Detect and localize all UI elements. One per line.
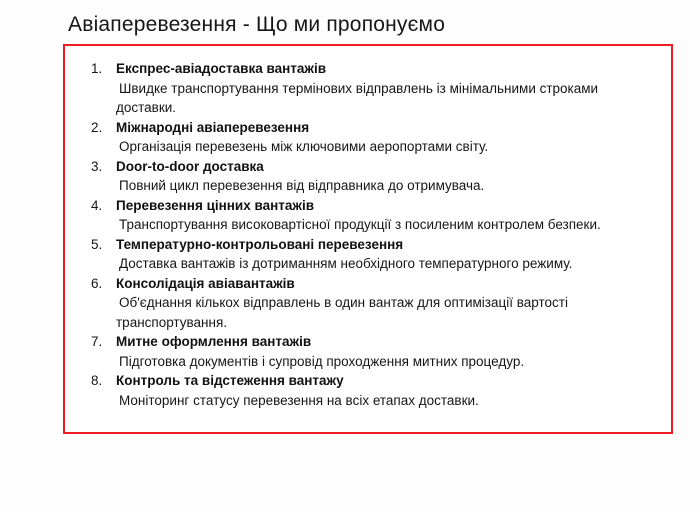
list-item-title: Перевезення цінних вантажів [116, 197, 315, 213]
list-item-body [116, 274, 661, 333]
list-item-body [116, 59, 661, 118]
list-item [91, 157, 661, 196]
list-item-body [116, 332, 661, 371]
list-item-body [116, 157, 661, 196]
list-item-number: 6. [91, 275, 103, 291]
list-item-description: Повний цикл перевезення від відправника до отримувача. [119, 178, 485, 193]
list-item-title: Митне оформлення вантажів [116, 334, 312, 349]
list-item-number: 7. [91, 334, 103, 349]
offer-box [63, 44, 673, 434]
list-item-description: Швидке транспортування термінових відправлень із мінімальними строками доставки. [116, 80, 599, 115]
list-item-title: Door-to-door доставка [116, 158, 264, 174]
list-item [91, 118, 661, 157]
list-item-description: Доставка вантажів із дотриманням необхідного температурного режиму. [119, 256, 573, 271]
list-item [91, 235, 661, 274]
list-item-description: Організація перевезень між ключовими аеропортами світу. [119, 139, 489, 154]
list-item-title: Експрес-авіадоставка вантажів [116, 61, 326, 76]
page-title: Авіаперевезення - Що ми пропонуємо [68, 13, 446, 36]
list-item [91, 59, 661, 118]
list-item [91, 332, 661, 371]
list-item [91, 274, 661, 333]
list-item-body [116, 235, 661, 274]
list-item-body [116, 371, 661, 410]
list-item-description: Моніторинг статусу перевезення на всіх етапах доставки. [119, 392, 479, 408]
list-item-number: 4. [91, 197, 103, 213]
list-item-number: 5. [91, 236, 103, 252]
list-item-title: Міжнародні авіаперевезення [116, 119, 310, 135]
list-item-description: Підготовка документів і супровід проходження митних процедур. [119, 353, 525, 369]
list-item-number: 2. [91, 119, 103, 135]
list-item-title: Температурно-контрольовані перевезення [116, 236, 404, 252]
list-item [91, 371, 661, 410]
list-item-title: Контроль та відстеження вантажу [116, 373, 344, 388]
list-item-number: 3. [91, 158, 103, 174]
list-item-body [116, 196, 661, 235]
list-item-number: 1. [91, 61, 103, 76]
list-item-title: Консолідація авіавантажів [116, 275, 295, 291]
list-item-description: Об'єднання кількох відправлень в один вантаж для оптимізації вартості транспортування. [116, 295, 568, 330]
offer-list [91, 59, 661, 410]
list-item-number: 8. [91, 373, 103, 388]
list-item-body [116, 118, 661, 157]
list-item-description: Транспортування високовартісної продукції з посиленим контролем безпеки. [119, 217, 601, 232]
list-item [91, 196, 661, 235]
